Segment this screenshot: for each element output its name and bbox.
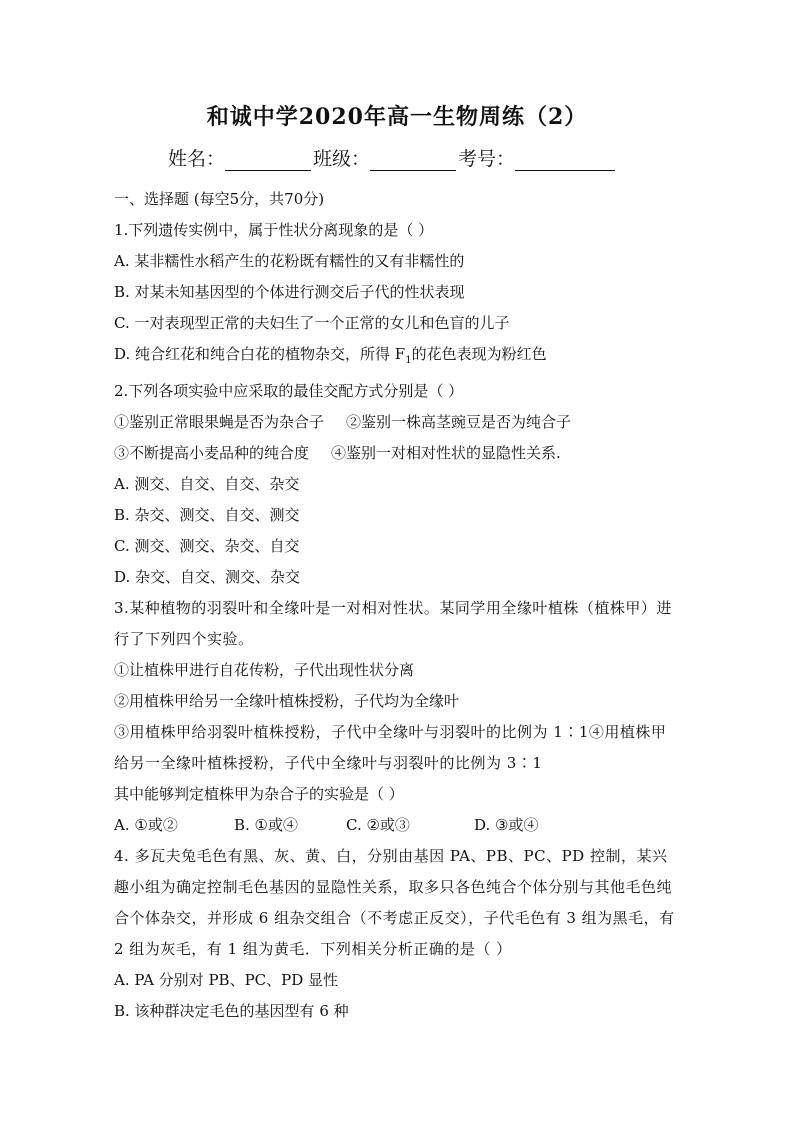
name-label: 姓名： — [168, 148, 226, 170]
exam-number-blank[interactable] — [515, 150, 615, 171]
exam-number-label: 考号： — [458, 148, 516, 170]
q1-option-b: B. 对某未知基因型的个体进行测交后子代的性状表现 — [114, 283, 465, 301]
class-blank[interactable] — [370, 150, 456, 171]
question-body — [114, 184, 680, 1027]
q1-option-d — [114, 339, 680, 376]
q3-item-2: ②用植株甲给另一全缘叶植株授粉，子代均为全缘叶 — [114, 692, 460, 710]
q2-items-row-2 — [114, 438, 680, 469]
q2-option-c: C. 测交、测交、杂交、自交 — [114, 537, 300, 555]
q1-option-a: A. 某非糯性水稻产生的花粉既有糯性的又有非糯性的 — [114, 252, 465, 270]
q3-option-b: B. ①或④ — [234, 816, 299, 834]
q3-item-1: ①让植株甲进行自花传粉，子代出现性状分离 — [114, 661, 415, 679]
q2-item-4: ④鉴别一对相对性状的显隐性关系. — [331, 444, 561, 462]
q2-item-3: ③不断提高小麦品种的纯合度 — [114, 444, 310, 462]
q2-item-1: ①鉴别正常眼果蝇是否为杂合子 — [114, 413, 325, 431]
q1-stem: 1.下列遗传实例中，属于性状分离现象的是（ ） — [114, 221, 434, 239]
q1-option-d-pre: D. 纯合红花和纯合白花的植物杂交，所得 F — [114, 345, 406, 363]
q4-option-a: A. PA 分别对 PB、PC、PD 显性 — [114, 971, 339, 989]
q3-item-3-4: ③用植株甲给羽裂叶植株授粉，子代中全缘叶与羽裂叶的比例为 1∶1④用植株甲给另一全缘叶植株授粉，子代中全缘叶与羽裂叶的比例为 3∶1 — [114, 723, 667, 772]
q1-option-d-post: 的花色表现为粉红色 — [411, 345, 547, 363]
document-title: 和诚中学2020年高一生物周练（2） — [206, 104, 588, 130]
q3-question: 其中能够判定植株甲为杂合子的实验是（ ） — [114, 785, 404, 803]
q3-option-a: A. ①或② — [114, 816, 178, 834]
section-heading: 一、选择题 (每空5分，共70分) — [114, 190, 325, 208]
q2-option-a: A. 测交、自交、自交、杂交 — [114, 475, 300, 493]
q2-stem: 2.下列各项实验中应采取的最佳交配方式分别是（ ） — [114, 382, 464, 400]
q4-stem: 4. 多瓦夫兔毛色有黑、灰、黄、白，分别由基因 PA、PB、PC、PD 控制，某兴趣小组为确定控制毛色基因的显隐性关系，取多只各色纯合个体分别与其他毛色纯合个体杂交，并形成 6 组杂交组合（不考虑正反交），子代毛色有 3 组为黑毛，有 2 组为灰毛，有 1 组为黄毛．下列相关分析正确的是（ ） — [114, 847, 675, 958]
q3-option-c: C. ②或③ — [346, 816, 410, 834]
q2-option-d: D. 杂交、自交、测交、杂交 — [114, 568, 301, 586]
q2-items-row-1 — [114, 407, 680, 438]
q2-item-2: ②鉴别一株高茎豌豆是否为纯合子 — [346, 413, 572, 431]
q2-option-b: B. 杂交、测交、自交、测交 — [114, 506, 300, 524]
q3-stem: 3.某种植物的羽裂叶和全缘叶是一对相对性状。某同学用全缘叶植株（植株甲）进行了下列四个实验。 — [114, 599, 672, 648]
name-blank[interactable] — [225, 150, 311, 171]
q3-option-d: D. ③或④ — [474, 816, 539, 834]
q4-option-b: B. 该种群决定毛色的基因型有 6 种 — [114, 1002, 349, 1020]
q3-options-row — [114, 810, 680, 841]
q1-option-c: C. 一对表现型正常的夫妇生了一个正常的女儿和色盲的儿子 — [114, 314, 510, 332]
class-label: 班级： — [313, 148, 371, 170]
q1-option-d-subscript: 1 — [405, 355, 412, 366]
student-info-line — [168, 144, 648, 171]
